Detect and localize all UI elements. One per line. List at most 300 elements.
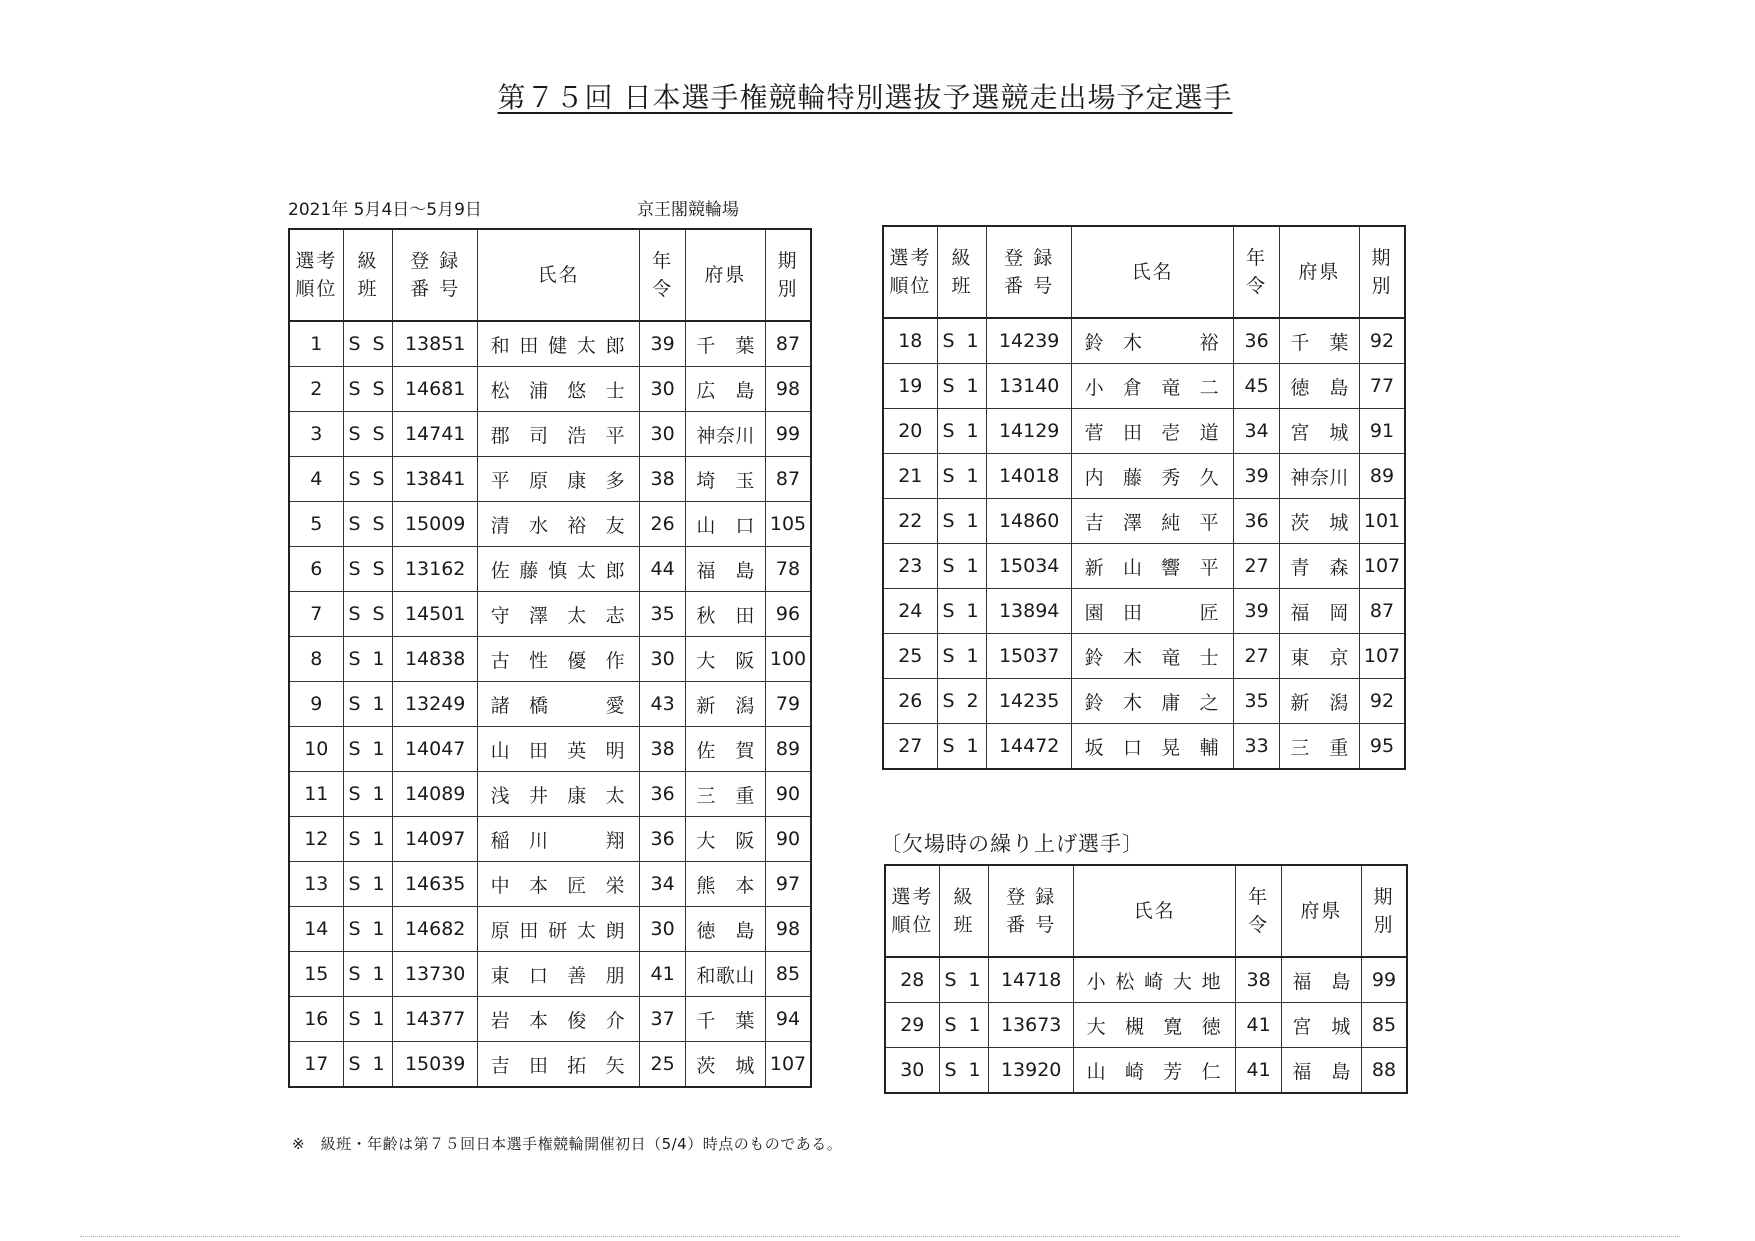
class-cell: S 1	[937, 364, 987, 409]
rider-name: 吉田拓矢	[490, 1054, 627, 1077]
registration-number-cell: 13894	[987, 589, 1071, 634]
class-cell: S 1	[939, 957, 989, 1003]
prefecture: 秋田	[696, 604, 755, 627]
rider-row	[289, 862, 811, 907]
term-column-header	[1359, 226, 1405, 318]
registration-number-cell: 14239	[987, 318, 1071, 364]
term-cell: 94	[765, 997, 811, 1042]
rank-cell: 26	[883, 679, 937, 724]
rider-name: 原田研太朗	[490, 919, 627, 942]
prefecture: 新潟	[696, 694, 755, 717]
rider-row	[289, 547, 811, 592]
age-column-header	[640, 229, 685, 321]
prefecture: 神奈川	[696, 424, 755, 447]
age-cell: 43	[640, 682, 685, 727]
registration-number-cell: 15034	[987, 544, 1071, 589]
prefecture: 三重	[696, 784, 755, 807]
age-cell: 38	[640, 727, 685, 772]
reg-header-text	[410, 247, 460, 303]
age-header-line: 令	[1248, 914, 1270, 936]
rider-name: 松浦悠士	[490, 379, 627, 402]
reserve-heading: 〔欠場時の繰り上げ選手〕	[880, 832, 1144, 856]
class-header-line: 班	[951, 275, 973, 297]
rider-name-cell	[1073, 957, 1235, 1003]
term-cell: 101	[1359, 499, 1405, 544]
class-cell: S S	[343, 547, 393, 592]
rider-name: 中本匠栄	[490, 874, 627, 897]
rank-header-line: 選考	[295, 250, 338, 272]
rider-row	[289, 952, 811, 997]
prefecture-cell	[685, 952, 765, 997]
prefecture: 宮城	[1290, 421, 1349, 444]
pref-column-header: 府県	[1281, 865, 1361, 957]
rider-name: 稲川 翔	[490, 829, 627, 852]
rank-cell: 10	[289, 727, 343, 772]
rank-cell: 17	[289, 1042, 343, 1088]
scan-edge-divider	[80, 1236, 1680, 1237]
age-header-line: 年	[1248, 886, 1270, 908]
registration-number-cell: 14741	[393, 412, 477, 457]
class-header-text	[358, 247, 379, 303]
term-cell: 91	[1359, 409, 1405, 454]
term-cell: 89	[1359, 454, 1405, 499]
class-cell: S S	[343, 592, 393, 637]
age-cell: 26	[640, 502, 685, 547]
age-cell: 30	[640, 637, 685, 682]
rank-column-header	[883, 226, 937, 318]
prefecture-cell	[685, 727, 765, 772]
prefecture-cell	[685, 1042, 765, 1088]
age-cell: 38	[1236, 957, 1281, 1003]
term-cell: 88	[1361, 1048, 1407, 1094]
age-cell: 34	[1234, 409, 1279, 454]
prefecture-cell	[685, 907, 765, 952]
age-cell: 35	[640, 592, 685, 637]
class-header-line: 級	[357, 250, 379, 272]
rider-row	[289, 457, 811, 502]
rank-cell: 6	[289, 547, 343, 592]
prefecture: 熊本	[696, 874, 755, 897]
class-cell: S 1	[937, 499, 987, 544]
rider-name: 平原康多	[490, 469, 627, 492]
registration-number-cell: 14129	[987, 409, 1071, 454]
reg-header-text	[1004, 244, 1054, 300]
registration-number-cell: 14860	[987, 499, 1071, 544]
rank-cell: 21	[883, 454, 937, 499]
term-column-header	[765, 229, 811, 321]
prefecture-cell	[685, 817, 765, 862]
registration-number-cell: 14235	[987, 679, 1071, 724]
rider-name: 大槻寛徳	[1086, 1015, 1223, 1038]
prefecture: 新潟	[1290, 691, 1349, 714]
prefecture: 徳島	[696, 919, 755, 942]
reg-header-line: 登 録	[1006, 886, 1057, 908]
rider-name: 郡司浩平	[490, 424, 627, 447]
prefecture: 福島	[1292, 1060, 1351, 1083]
class-cell: S 1	[343, 862, 393, 907]
rider-row	[883, 499, 1405, 544]
term-cell: 107	[1359, 634, 1405, 679]
class-cell: S 1	[343, 817, 393, 862]
prefecture-cell	[1279, 724, 1359, 770]
rider-row	[289, 907, 811, 952]
rider-name: 清水裕友	[490, 514, 627, 537]
registration-number-cell: 14472	[987, 724, 1071, 770]
age-cell: 25	[640, 1042, 685, 1088]
class-cell: S 1	[939, 1003, 989, 1048]
class-cell: S 1	[937, 544, 987, 589]
pref-column-header: 府県	[1279, 226, 1359, 318]
age-header-line: 令	[652, 278, 674, 300]
age-cell: 30	[640, 412, 685, 457]
class-cell: S 1	[937, 318, 987, 364]
rider-row	[289, 412, 811, 457]
term-cell: 100	[765, 637, 811, 682]
class-cell: S 1	[343, 637, 393, 682]
term-header-text	[1371, 244, 1392, 300]
prefecture: 福島	[1292, 970, 1351, 993]
term-cell: 95	[1359, 724, 1405, 770]
rank-cell: 20	[883, 409, 937, 454]
registration-number-cell: 14718	[989, 957, 1073, 1003]
term-cell: 85	[1361, 1003, 1407, 1048]
rider-name-cell	[1071, 318, 1233, 364]
rider-name-cell	[1071, 544, 1233, 589]
age-header-line: 令	[1246, 275, 1268, 297]
rider-name-cell	[1071, 679, 1233, 724]
rank-cell: 18	[883, 318, 937, 364]
rider-row	[885, 957, 1407, 1003]
term-cell: 96	[765, 592, 811, 637]
class-cell: S 1	[937, 454, 987, 499]
rider-name-cell	[477, 592, 639, 637]
rider-name: 小松崎大地	[1086, 970, 1223, 993]
rank-cell: 11	[289, 772, 343, 817]
prefecture-cell	[1279, 634, 1359, 679]
rider-row	[289, 997, 811, 1042]
registration-number-cell: 13851	[393, 321, 477, 367]
rider-name: 新山響平	[1084, 556, 1221, 579]
age-cell: 39	[1234, 589, 1279, 634]
rider-name-cell	[477, 637, 639, 682]
rider-row	[289, 592, 811, 637]
rider-row	[289, 682, 811, 727]
age-cell: 33	[1234, 724, 1279, 770]
rider-name-cell	[1071, 409, 1233, 454]
age-header-line: 年	[1246, 247, 1268, 269]
rank-cell: 19	[883, 364, 937, 409]
registration-number-cell: 15009	[393, 502, 477, 547]
rank-cell: 24	[883, 589, 937, 634]
rank-cell: 7	[289, 592, 343, 637]
prefecture-cell	[685, 682, 765, 727]
rank-cell: 27	[883, 724, 937, 770]
rank-cell: 4	[289, 457, 343, 502]
age-cell: 39	[640, 321, 685, 367]
class-cell: S 1	[343, 952, 393, 997]
registration-number-cell: 13730	[393, 952, 477, 997]
term-header-line: 期	[777, 250, 799, 272]
prefecture-cell	[685, 367, 765, 412]
term-cell: 77	[1359, 364, 1405, 409]
event-venue: 京王閣競輪場	[637, 200, 739, 220]
rank-header-text	[889, 244, 931, 300]
rider-name: 小倉竜二	[1084, 376, 1221, 399]
rank-header-text	[295, 247, 337, 303]
prefecture: 宮城	[1292, 1015, 1351, 1038]
prefecture-cell	[1279, 364, 1359, 409]
rank-cell: 29	[885, 1003, 939, 1048]
prefecture: 広島	[696, 379, 755, 402]
term-cell: 99	[765, 412, 811, 457]
class-column-header	[937, 226, 987, 318]
rider-name-cell	[1071, 724, 1233, 770]
prefecture-cell	[685, 592, 765, 637]
rider-name-cell	[477, 727, 639, 772]
reg-column-header	[989, 865, 1073, 957]
header-row	[885, 865, 1407, 957]
class-column-header	[939, 865, 989, 957]
rider-name: 山崎芳仁	[1086, 1060, 1223, 1083]
prefecture-cell	[1279, 454, 1359, 499]
prefecture-cell	[685, 637, 765, 682]
rider-row	[289, 321, 811, 367]
age-cell: 27	[1234, 544, 1279, 589]
term-cell: 85	[765, 952, 811, 997]
age-header-line: 年	[652, 250, 674, 272]
rider-row	[883, 724, 1405, 770]
prefecture: 東京	[1290, 646, 1349, 669]
age-cell: 39	[1234, 454, 1279, 499]
rider-row	[883, 634, 1405, 679]
registration-number-cell: 14377	[393, 997, 477, 1042]
term-header-text	[1373, 883, 1394, 939]
rider-name: 吉澤純平	[1084, 511, 1221, 534]
prefecture: 佐賀	[696, 739, 755, 762]
rider-name-cell	[477, 367, 639, 412]
header-row	[883, 226, 1405, 318]
prefecture-cell	[1279, 589, 1359, 634]
term-cell: 87	[1359, 589, 1405, 634]
prefecture: 千葉	[696, 334, 755, 357]
rider-name-cell	[477, 772, 639, 817]
rider-name: 内藤秀久	[1084, 466, 1221, 489]
age-cell: 30	[640, 907, 685, 952]
term-cell: 87	[765, 321, 811, 367]
reg-header-line: 番 号	[1004, 275, 1055, 297]
age-cell: 27	[1234, 634, 1279, 679]
class-cell: S 1	[939, 1048, 989, 1094]
prefecture-cell	[685, 997, 765, 1042]
prefecture: 青森	[1290, 556, 1349, 579]
term-header-line: 別	[777, 278, 799, 300]
registration-number-cell: 13920	[989, 1048, 1073, 1094]
class-cell: S 1	[343, 1042, 393, 1088]
reg-header-line: 番 号	[1006, 914, 1057, 936]
page-title: 第７５回 日本選手権競輪特別選抜予選競走出場予定選手	[497, 81, 1233, 114]
registration-number-cell: 14682	[393, 907, 477, 952]
age-cell: 35	[1234, 679, 1279, 724]
term-cell: 78	[765, 547, 811, 592]
rank-header-line: 選考	[889, 247, 932, 269]
age-cell: 34	[640, 862, 685, 907]
term-column-header	[1361, 865, 1407, 957]
prefecture: 茨城	[696, 1054, 755, 1077]
reg-header-line: 番 号	[410, 278, 461, 300]
prefecture-cell	[1279, 499, 1359, 544]
footnote: ※ 級班・年齢は第７５回日本選手権競輪開催初日（5/4）時点のものである。	[292, 1135, 843, 1153]
prefecture: 千葉	[696, 1009, 755, 1032]
class-header-line: 級	[951, 247, 973, 269]
class-cell: S S	[343, 502, 393, 547]
rider-row	[883, 364, 1405, 409]
rider-name: 浅井康太	[490, 784, 627, 807]
prefecture-cell	[1281, 1048, 1361, 1094]
class-cell: S S	[343, 412, 393, 457]
age-cell: 38	[640, 457, 685, 502]
class-cell: S 1	[343, 772, 393, 817]
rider-row	[883, 409, 1405, 454]
rider-row	[883, 544, 1405, 589]
rider-name-cell	[477, 502, 639, 547]
rank-cell: 1	[289, 321, 343, 367]
prefecture-cell	[1281, 957, 1361, 1003]
rider-name-cell	[1071, 634, 1233, 679]
term-header-line: 期	[1371, 247, 1393, 269]
prefecture: 徳島	[1290, 376, 1349, 399]
rider-row	[885, 1003, 1407, 1048]
class-cell: S 1	[343, 727, 393, 772]
prefecture-cell	[1279, 679, 1359, 724]
rank-cell: 5	[289, 502, 343, 547]
prefecture-cell	[685, 502, 765, 547]
rider-name-cell	[477, 907, 639, 952]
age-cell: 41	[1236, 1048, 1281, 1094]
name-column-header: 氏名	[477, 229, 639, 321]
rider-name-cell	[477, 817, 639, 862]
age-cell: 36	[1234, 318, 1279, 364]
prefecture: 山口	[696, 514, 755, 537]
class-cell: S 2	[937, 679, 987, 724]
rider-row	[883, 454, 1405, 499]
registration-number-cell: 14681	[393, 367, 477, 412]
rider-name: 諸橋 愛	[490, 694, 627, 717]
registration-number-cell: 14018	[987, 454, 1071, 499]
term-header-line: 別	[1373, 914, 1395, 936]
rider-name-cell	[1073, 1003, 1235, 1048]
prefecture-cell	[685, 412, 765, 457]
prefecture: 三重	[1290, 736, 1349, 759]
reg-header-line: 登 録	[410, 250, 461, 272]
rider-name-cell	[1071, 454, 1233, 499]
reg-column-header	[987, 226, 1071, 318]
term-cell: 97	[765, 862, 811, 907]
term-cell: 98	[765, 907, 811, 952]
rank-column-header	[885, 865, 939, 957]
header-row	[289, 229, 811, 321]
rider-name: 岩本俊介	[490, 1009, 627, 1032]
prefecture: 埼玉	[696, 469, 755, 492]
prefecture: 福岡	[1290, 601, 1349, 624]
rider-name: 鈴木庸之	[1084, 691, 1221, 714]
prefecture: 和歌山	[696, 964, 755, 987]
age-cell: 36	[640, 817, 685, 862]
rider-name-cell	[477, 682, 639, 727]
age-column-header	[1236, 865, 1281, 957]
rider-row	[289, 817, 811, 862]
rider-name: 鈴木竜士	[1084, 646, 1221, 669]
term-cell: 79	[765, 682, 811, 727]
class-cell: S S	[343, 321, 393, 367]
class-header-line: 級	[953, 886, 975, 908]
class-column-header	[343, 229, 393, 321]
registration-number-cell: 15037	[987, 634, 1071, 679]
registration-number-cell: 14501	[393, 592, 477, 637]
term-cell: 87	[765, 457, 811, 502]
reg-header-line: 登 録	[1004, 247, 1055, 269]
reg-header-text	[1006, 883, 1056, 939]
class-cell: S 1	[937, 634, 987, 679]
age-cell: 37	[640, 997, 685, 1042]
prefecture: 茨城	[1290, 511, 1349, 534]
rank-header-line: 順位	[891, 914, 934, 936]
class-cell: S 1	[343, 997, 393, 1042]
registration-number-cell: 14635	[393, 862, 477, 907]
rider-name-cell	[477, 862, 639, 907]
rank-cell: 14	[289, 907, 343, 952]
reg-column-header	[393, 229, 477, 321]
rider-name-cell	[477, 412, 639, 457]
rider-name: 園田 匠	[1084, 601, 1221, 624]
pref-column-header: 府県	[685, 229, 765, 321]
rider-row	[289, 367, 811, 412]
rider-name-cell	[1071, 499, 1233, 544]
prefecture: 大阪	[696, 829, 755, 852]
prefecture-cell	[1279, 409, 1359, 454]
age-cell: 36	[1234, 499, 1279, 544]
rider-name: 山田英明	[490, 739, 627, 762]
name-column-header: 氏名	[1071, 226, 1233, 318]
registration-number-cell: 13249	[393, 682, 477, 727]
term-header-text	[777, 247, 798, 303]
class-cell: S 1	[937, 409, 987, 454]
rider-name-cell	[1073, 1048, 1235, 1094]
prefecture-cell	[685, 547, 765, 592]
prefecture: 福島	[696, 559, 755, 582]
rider-name-cell	[1071, 589, 1233, 634]
age-cell: 44	[640, 547, 685, 592]
term-cell: 99	[1361, 957, 1407, 1003]
rider-name-cell	[477, 457, 639, 502]
class-header-line: 班	[357, 278, 379, 300]
registration-number-cell: 14097	[393, 817, 477, 862]
registration-number-cell: 14838	[393, 637, 477, 682]
registration-number-cell: 13140	[987, 364, 1071, 409]
term-cell: 98	[765, 367, 811, 412]
prefecture-cell	[1281, 1003, 1361, 1048]
class-cell: S 1	[937, 589, 987, 634]
rank-cell: 12	[289, 817, 343, 862]
rider-row	[883, 679, 1405, 724]
rank-cell: 28	[885, 957, 939, 1003]
rank-cell: 3	[289, 412, 343, 457]
prefecture-cell	[1279, 318, 1359, 364]
prefecture: 千葉	[1290, 331, 1349, 354]
roster-table-1-17	[288, 228, 812, 1088]
rider-row	[289, 502, 811, 547]
age-header-text	[1248, 883, 1269, 939]
rider-name: 東口善朋	[490, 964, 627, 987]
